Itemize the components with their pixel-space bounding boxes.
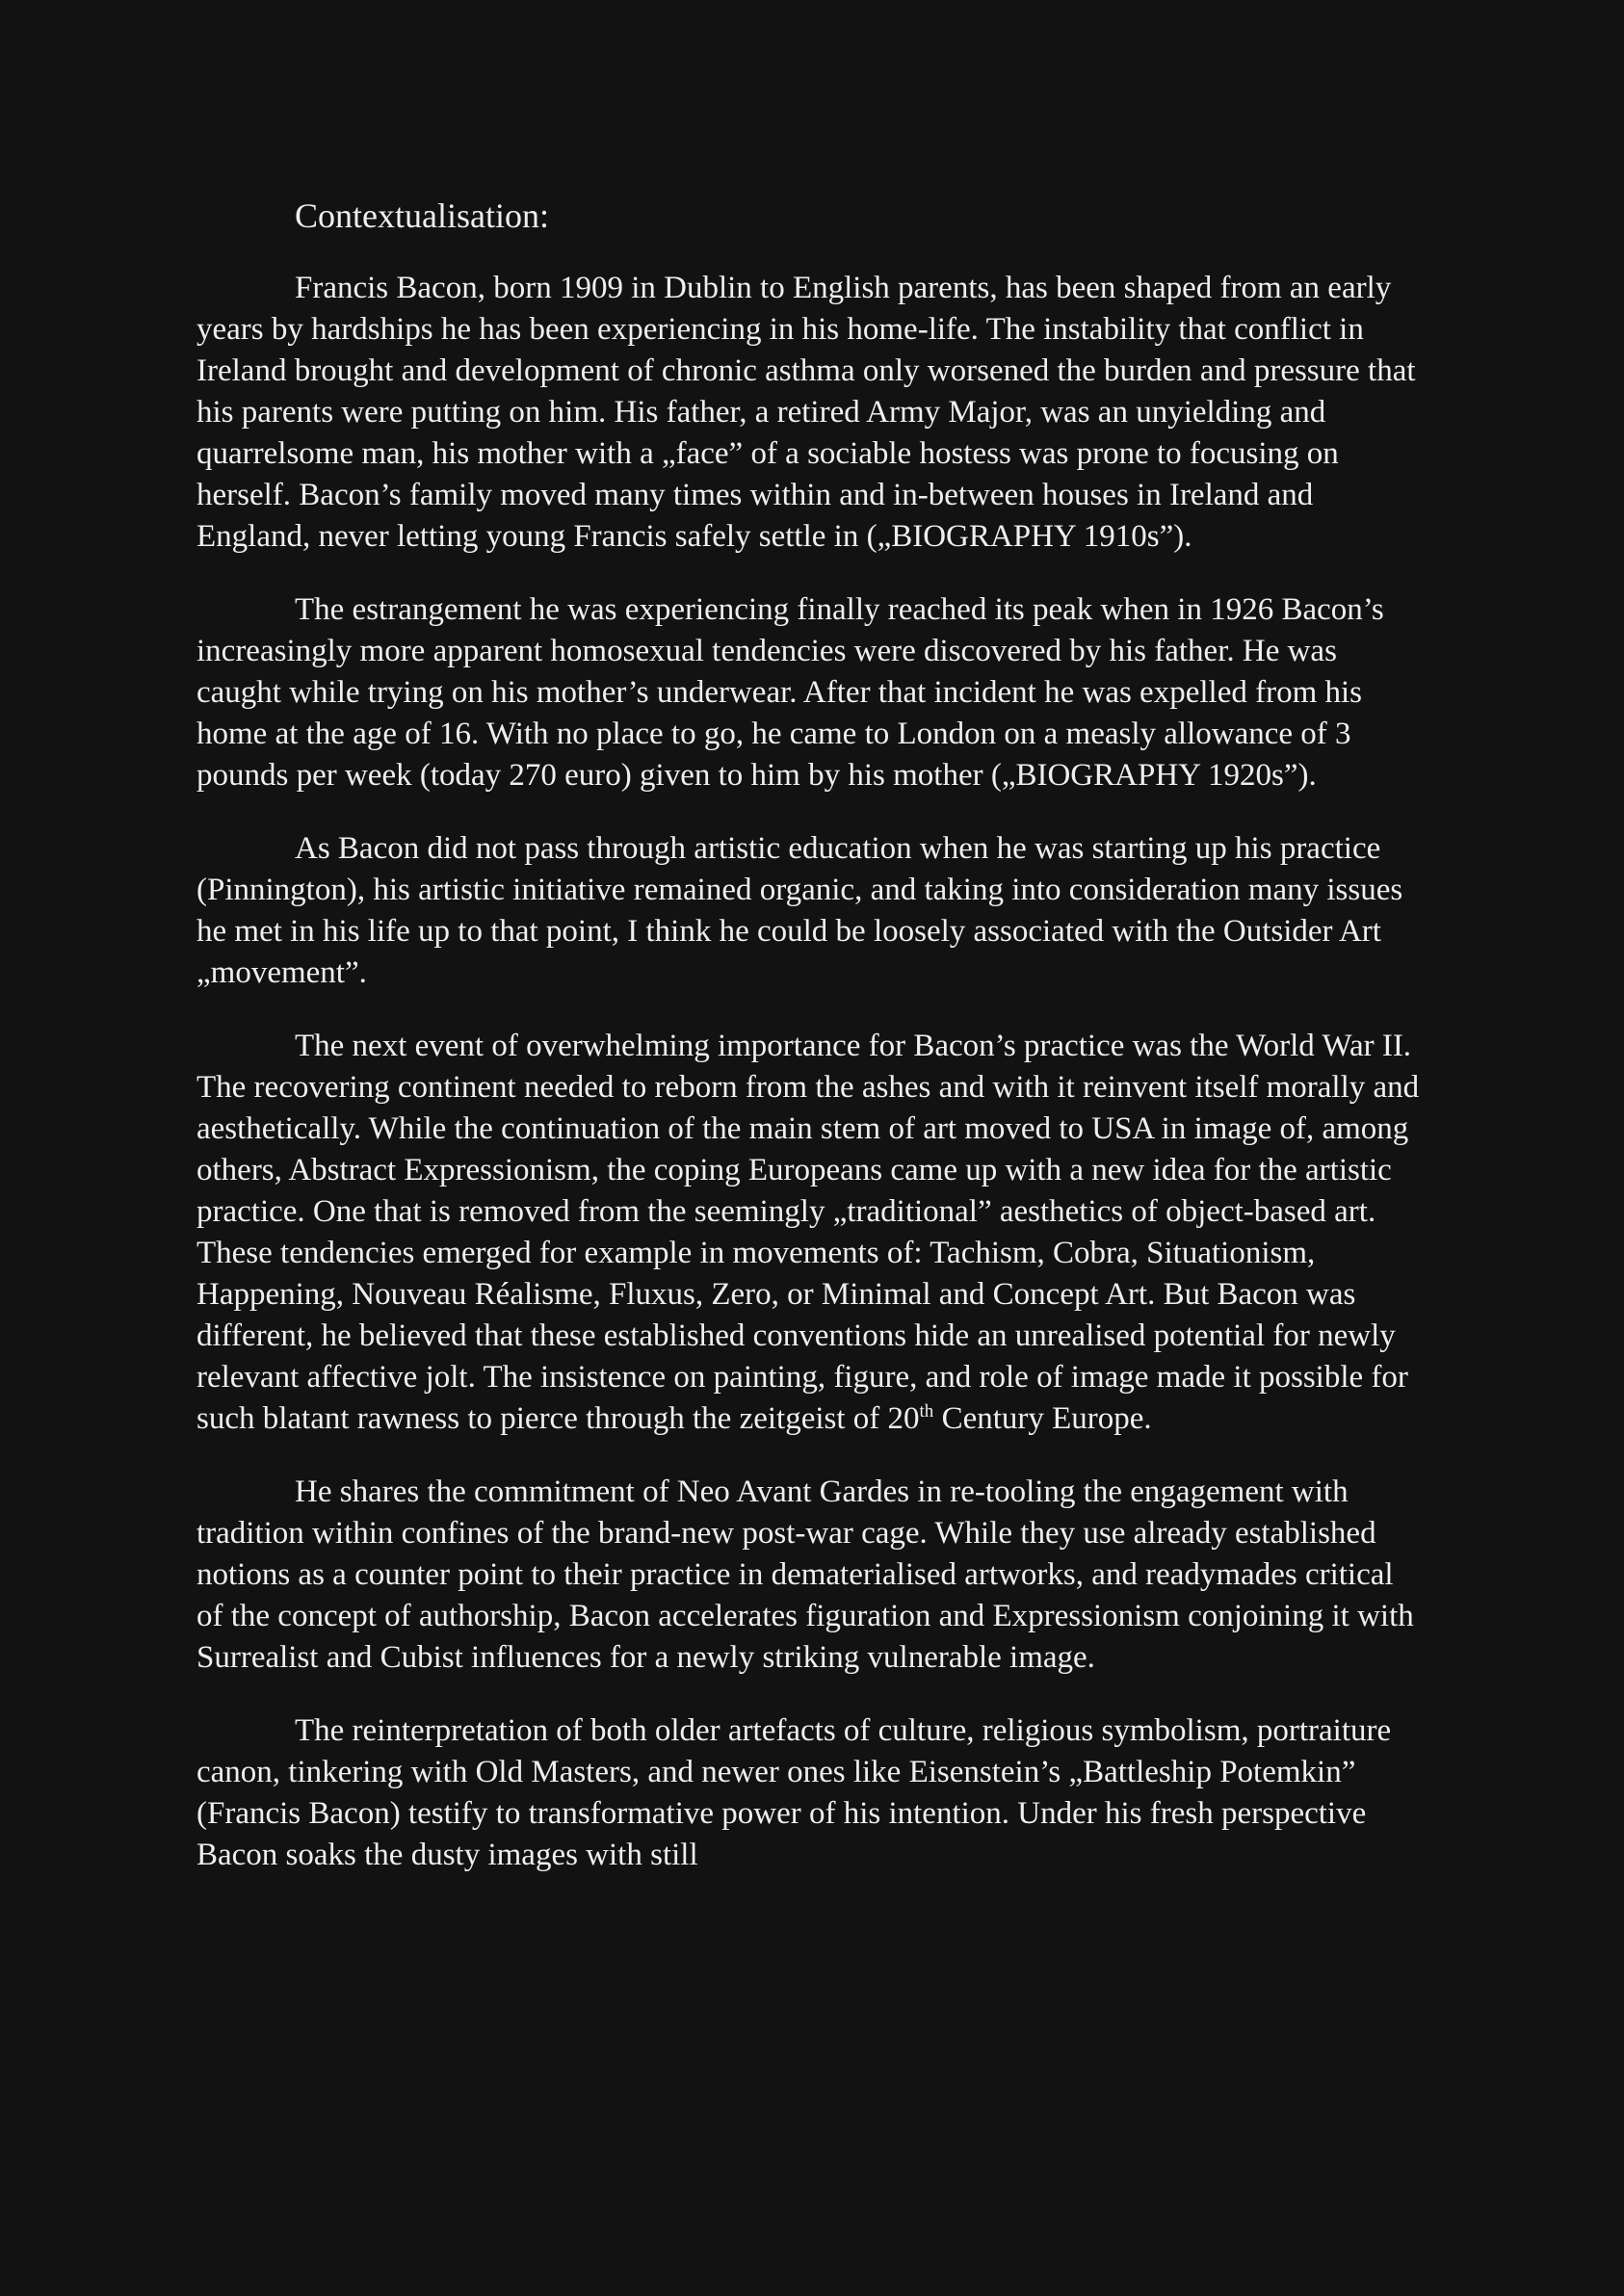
section-heading: Contextualisation: [295,196,549,235]
paragraph-estrangement: The estrangement he was experiencing finally reached its peak when in 1926 Bacon’s increasingly more apparent homosexual tendencies were discovered by his father. He was caught while trying on his mother’s underwear. After that incident he was expelled from his home at the age of 16. With no place to go, he came to London on a measly allowance of 3 pounds per week (today 270 euro) given to him by his mother („BIOGRAPHY 1920s”). [196,592,1384,793]
paragraph-reinterpretation: The reinterpretation of both older artefacts of culture, religious symbolism, portraiture canon, tinkering with Old Masters, and newer ones like Eisenstein’s „Battleship Potemkin” (Francis Bacon) testify to transformative power of his intention. Under his fresh perspective Bacon soaks the dusty images with still [196,1713,1392,1872]
ordinal-superscript: th [919,1401,934,1422]
paragraph-outsider-art: As Bacon did not pass through artistic education when he was starting up his practice (Pinnington), his artistic initiative remained organic, and taking into consideration many issues he met in his life up to that point, I think he could be loosely associated with the Outsider Art „movement”. [196,831,1403,990]
paragraph-childhood: Francis Bacon, born 1909 in Dublin to English parents, has been shaped from an early years by hardships he has been experiencing in his home-life. The instability that conflict in Ireland brought and development of chronic asthma only worsened the burden and pressure that his parents were putting on him. His father, a retired Army Major, was an unyielding and quarrelsome man, his mother with a „face” of a sociable hostess was prone to focusing on herself. Bacon’s family moved many times within and in-between houses in Ireland and England, never letting young Francis safely settle in („BIOGRAPHY 1910s”). [196,271,1416,554]
paragraph-neo-avant-garde: He shares the commitment of Neo Avant Gardes in re-tooling the engagement with tradition within confines of the brand-new post-war cage. While they use already established notions as a counter point to their practice in dematerialised artworks, and readymades critical of the concept of authorship, Bacon accelerates figuration and Expressionism conjoining it with Surrealist and Cubist influences for a newly striking vulnerable image. [196,1474,1414,1675]
document-page [196,193,1426,1908]
paragraph-world-war [196,1026,1426,1440]
paragraph-world-war-tail: Century Europe. [933,1401,1152,1436]
paragraph-world-war-body: The next event of overwhelming importance for Bacon’s practice was the World War II. The recovering continent needed to reborn from the ashes and with it reinvent itself morally and aesthetically. While the continuation of the main stem of art moved to USA in image of, among others, Abstract Expressionism, the coping Europeans came up with a new idea for the artistic practice. One that is removed from the seemingly „traditional” aesthetics of object-based art. These tendencies emerged for example in movements of: Tachism, Cobra, Situationism, Happening, Nouveau Réalisme, Fluxus, Zero, or Minimal and Concept Art. But Bacon was different, he believed that these established conventions hide an unrealised potential for newly relevant affective jolt. The insistence on painting, figure, and role of image made it possible for such blatant rawness to pierce through the zeitgeist of 20 [196,1029,1420,1436]
